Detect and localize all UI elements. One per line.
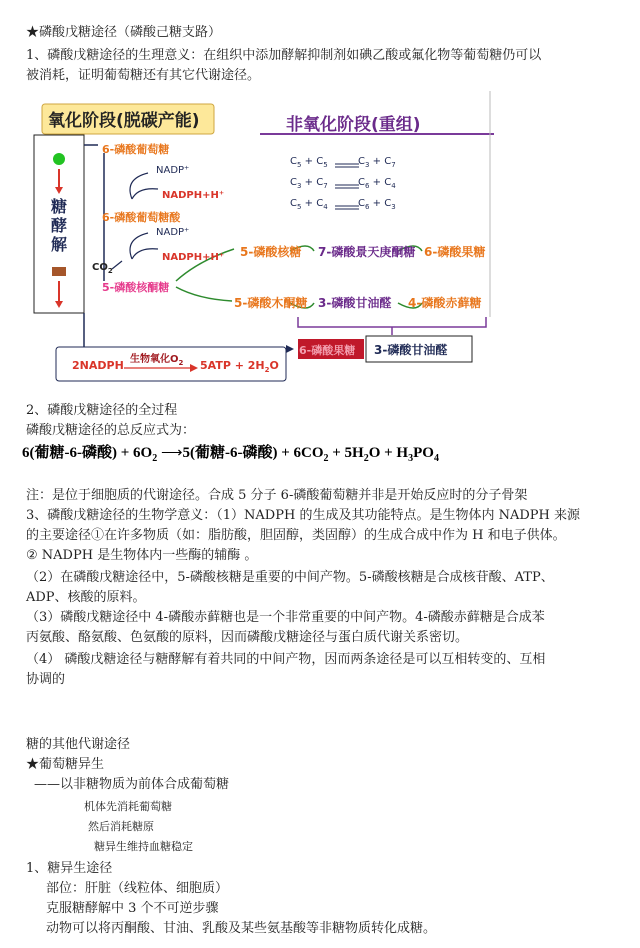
section-title-ppp: ★磷酸戊糖途径（磷酸己糖支路）: [26, 25, 222, 40]
text-line: 3、磷酸戊糖途径的生物学意义：（1）NADPH 的生成及其功能特点。是生物体内 NADPH 来源: [26, 508, 580, 523]
glycolysis-marker: [52, 267, 66, 276]
overall-equation: 6(葡糖-6-磷酸) + $6O_2$ ⟶5(葡糖-6-磷酸) + $6CO_2 + 5H_2O + H_3PO_4$: [22, 445, 439, 464]
oxidative-title: 氧化阶段(脱碳产能): [48, 111, 200, 131]
c-equation-2: $C_3 + C_7$ $C_6 + C_4$: [290, 177, 396, 190]
r5p-label: 5-磷酸核糖: [240, 245, 302, 259]
nonoxidative-title: 非氧化阶段(重组): [286, 115, 421, 135]
glucose-dot: [53, 153, 65, 165]
text-line: 磷酸戊糖途径的总反应式为：: [26, 423, 196, 438]
text-line: 机体先消耗葡萄糖: [84, 800, 172, 813]
text-line: 注：是位于细胞质的代谢途径。合成 5 分子 6-磷酸葡萄糖并非是开始反应时的分子骨架: [26, 488, 528, 503]
section-heading: 2、磷酸戊糖途径的全过程: [26, 403, 178, 418]
c-equation-1: $C_5 + C_5$ $C_3 + C_7$: [290, 156, 396, 169]
nadp-label-1: NADP⁺: [156, 165, 190, 176]
recombination-bracket: [298, 317, 486, 327]
text-line: （2）在磷酸戊糖途径中，5-磷酸核糖是重要的中间产物。5-磷酸核糖是合成核苷酸、ATP、: [26, 570, 554, 585]
text-line: 被消耗，证明葡萄糖还有其它代谢途径。: [26, 68, 261, 83]
text-line: 协调的: [26, 672, 66, 687]
nadph-label-1: NADPH+H⁺: [162, 190, 225, 201]
ru5p-label: 5-磷酸核酮糖: [102, 281, 170, 294]
atp-label: $5ATP + 2H_2O$: [200, 359, 279, 375]
glycolysis-label: 糖 酵 解: [51, 197, 68, 254]
bio-oxidation-label: 生物氧化$O_2$: [130, 354, 184, 367]
text-line: ——以非糖物质为前体合成葡萄糖: [34, 777, 230, 792]
text-line: 丙氨酸、酪氨酸、色氨酸的原料，因而磷酸戊糖途径与蛋白质代谢关系密切。: [26, 630, 469, 645]
text-line: 动物可以将丙酮酸、甘油、乳酸及某些氨基酸等非糖物质转化成糖。: [46, 921, 437, 936]
e4p-label: 4-磷酸赤藓糖: [408, 296, 482, 310]
ppp-diagram: [28, 91, 494, 386]
nadph-label-bottom: 2NADPH: [72, 359, 124, 372]
xu5p-label: 5-磷酸木酮糖: [234, 296, 308, 310]
co2-label: $CO_2$: [92, 262, 113, 275]
section-title-gluconeogenesis: ★葡萄糖异生: [26, 757, 105, 772]
f6p-label-top: 6-磷酸果糖: [424, 245, 486, 259]
g6p-label: 6-磷酸葡萄糖: [102, 143, 170, 156]
text-line: 的主要途径①在许多物质（如：脂肪酸，胆固醇，类固醇）的生成合成中作为 H 和电子供体。: [26, 528, 566, 543]
text-line: 然后消耗糖原: [88, 820, 154, 833]
f6p-label-box: 6-磷酸果糖: [299, 344, 356, 357]
nadp-label-2: NADP⁺: [156, 227, 190, 238]
text-line: 克服糖酵解中 3 个不可逆步骤: [46, 901, 219, 916]
text-line: （3）磷酸戊糖途径中 4-磷酸赤藓糖也是一个非常重要的中间产物。4-磷酸赤藓糖是合成苯: [26, 610, 545, 625]
text-line: ② NADPH 是生物体内一些酶的辅酶 。: [26, 548, 258, 563]
text-line: ADP、核酸的原料。: [26, 590, 146, 605]
6pg-label: 6-磷酸葡萄糖酸: [102, 211, 181, 224]
section-heading: 糖的其他代谢途径: [26, 737, 131, 752]
c-equation-3: $C_5 + C_4$ $C_6 + C_3$: [290, 198, 396, 211]
text-line: 1、磷酸戊糖途径的生理意义：在组织中添加酵解抑制剂如碘乙酸或氟化物等葡萄糖仍可以: [26, 48, 542, 63]
section-heading: 1、糖异生途径: [26, 861, 113, 876]
text-line: （4） 磷酸戊糖途径与糖酵解有着共同的中间产物，因而两条途径是可以互相转变的、互相: [26, 652, 546, 667]
gap-label-1: 3-磷酸甘油醛: [318, 296, 392, 310]
text-line: 糖异生维持血糖稳定: [94, 840, 193, 853]
s7p-label: 7-磷酸景天庚酮糖: [318, 245, 416, 259]
nadph-label-2: NADPH+H⁺: [162, 252, 225, 263]
gap-label-2: 3-磷酸甘油醛: [374, 343, 448, 357]
text-line: 部位：肝脏（线粒体、细胞质）: [46, 881, 229, 896]
